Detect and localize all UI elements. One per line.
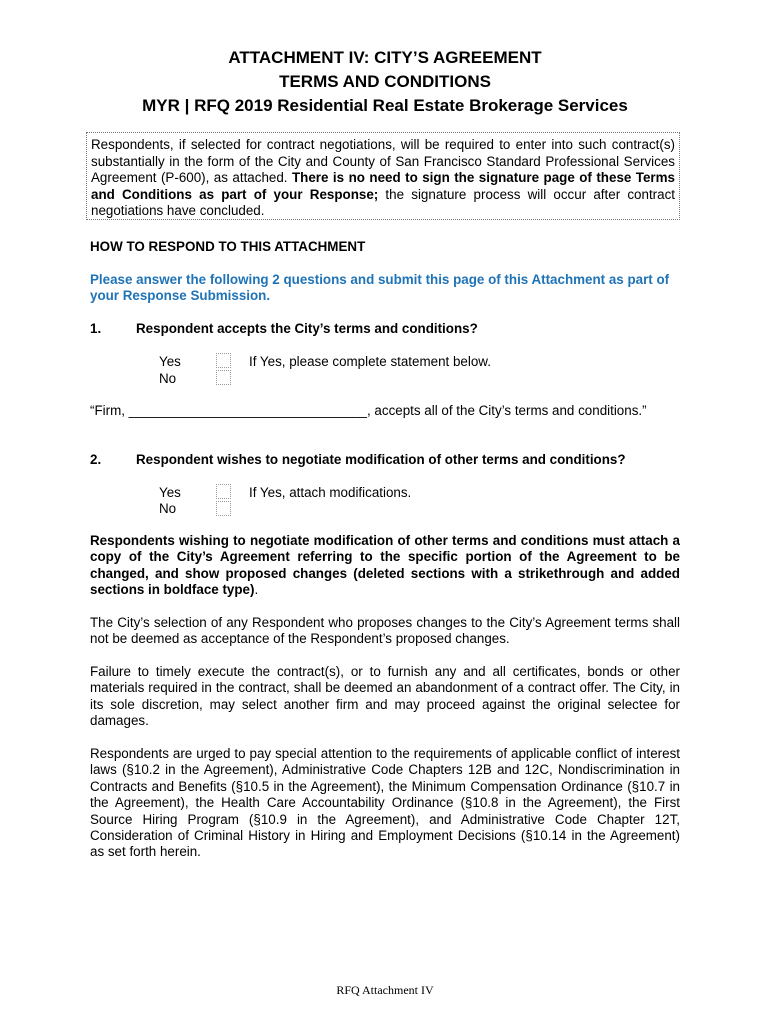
- q1-statement: “Firm, ________________________________, accepts all of the City’s terms and conditions.”: [90, 403, 647, 418]
- how-to-heading: HOW TO RESPOND TO THIS ATTACHMENT: [90, 239, 366, 254]
- intro-end-text: the signature process will occur after contract negotiations have concluded.: [91, 186, 675, 219]
- paragraph-selection: The City’s selection of any Respondent who proposes changes to the City’s Agreement terms shall not be deemed as acceptance of the Respondent’s proposed changes.: [90, 615, 680, 647]
- intro-box: [86, 132, 680, 220]
- q1-yes-checkbox[interactable]: [216, 353, 231, 368]
- q2-yes-checkbox[interactable]: [216, 484, 231, 499]
- q1-no-checkbox[interactable]: [216, 370, 231, 385]
- paragraph-modifications-bold: Respondents wishing to negotiate modification of other terms and conditions must attach a copy of the City’s Agreement referring to the specific portion of the Agreement to be changed, and show proposed changes (deleted sections with a strikethrough and added sections in boldface type): [90, 533, 680, 598]
- intro-text: Respondents, if selected for contract negotiations, will be required to enter into such contract(s) substantially in the form of the City and County of San Francisco Standard Professional Services Agreement (P-600), as attached.: [91, 137, 675, 186]
- q2-text: Respondent wishes to negotiate modification of other terms and conditions?: [136, 452, 626, 467]
- q1-note: If Yes, please complete statement below.: [249, 354, 491, 369]
- q2-number: 2.: [90, 452, 102, 467]
- paragraph-failure: Failure to timely execute the contract(s), or to furnish any and all certificates, bonds or other materials required in the contract, shall be deemed an abandonment of a contract offer. The City, in its sole discretion, may select another firm and may proceed against the original selectee for damages.: [90, 664, 680, 729]
- q1-text: Respondent accepts the City’s terms and conditions?: [136, 321, 478, 336]
- q2-no-label: No: [159, 501, 177, 516]
- q1-yes-label: Yes: [159, 354, 181, 369]
- q1-no-label: No: [159, 371, 177, 386]
- q2-no-checkbox[interactable]: [216, 501, 231, 516]
- q1-number: 1.: [90, 321, 102, 336]
- paragraph-modifications: [90, 533, 680, 599]
- title-line-1: ATTACHMENT IV: CITY’S AGREEMENT: [228, 48, 542, 67]
- intro-bold-text: There is no need to sign the signature page of these Terms and Conditions as part of your Response;: [91, 170, 675, 202]
- instruction-text: Please answer the following 2 questions and submit this page of this Attachment as part of your Response Submission.: [90, 272, 670, 304]
- q2-yes-label: Yes: [159, 485, 181, 500]
- page-footer: RFQ Attachment IV: [336, 983, 434, 997]
- paragraph-requirements: Respondents are urged to pay special attention to the requirements of applicable conflict of interest laws (§10.2 in the Agreement), Administrative Code Chapters 12B and 12C, Nondiscrimination in Contracts and Benefits (§10.5 in the Agreement), the Minimum Compensation Ordinance (§10.7 in the Agreement), the Health Care Accountability Ordinance (§10.8 in the Agreement), the First Source Hiring Program (§10.9 in the Agreement), and Administrative Code Chapter 12T, Consideration of Criminal History in Hiring and Employment Decisions (§10.14 in the Agreement) as set forth herein.: [90, 746, 680, 860]
- title-line-3: MYR | RFQ 2019 Residential Real Estate Brokerage Services: [142, 96, 628, 115]
- title-line-2: TERMS AND CONDITIONS: [279, 72, 491, 91]
- q2-note: If Yes, attach modifications.: [249, 485, 412, 500]
- paragraph-modifications-end: .: [254, 582, 259, 598]
